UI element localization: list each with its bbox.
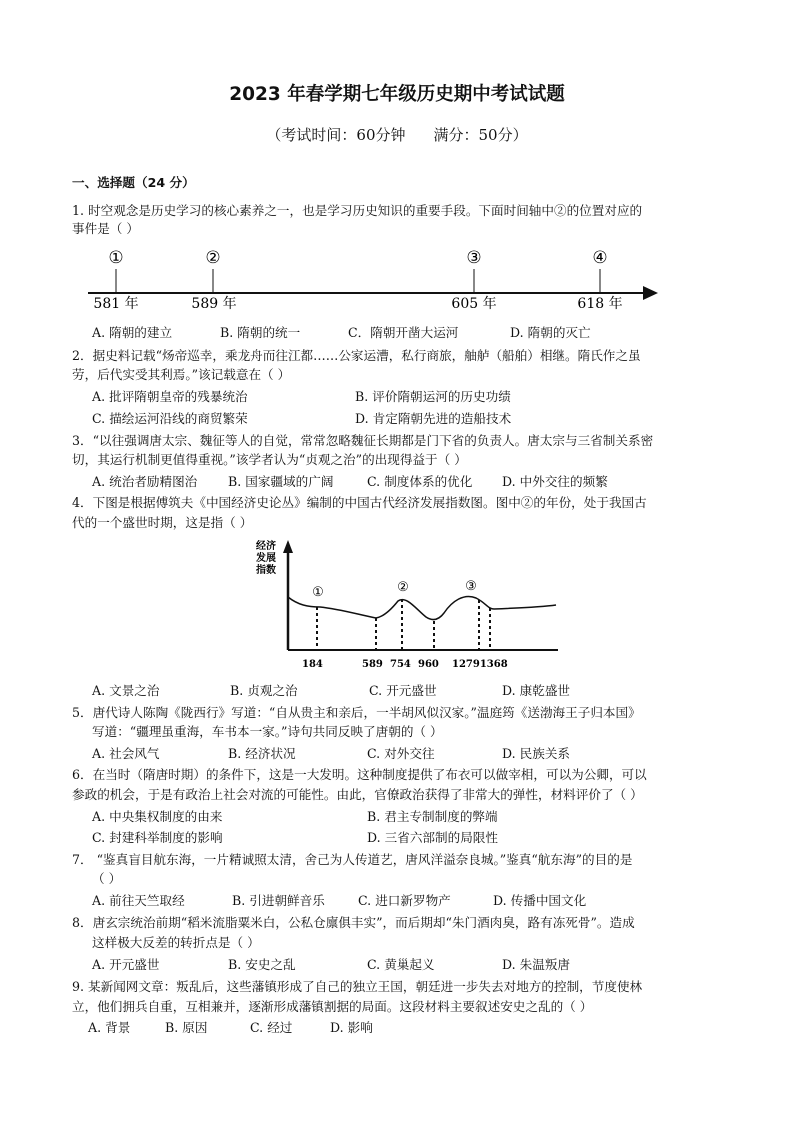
option-b[interactable]: B. 经济状况 (228, 746, 296, 761)
chart-tick-1279-1368: 12791368 (452, 659, 508, 670)
question-1-line-2: 事件是（ ） (72, 221, 139, 236)
option-c[interactable]: C. 对外交往 (367, 746, 435, 761)
chart-annotation-3: ③ (465, 579, 477, 594)
option-a[interactable]: A. 统治者励精图治 (92, 474, 198, 489)
question-5-line-1: 5．唐代诗人陈陶《陇西行》写道：“自从贵主和亲后，一半胡风似汉家。”温庭筠《送渤海王子归本国》 (72, 705, 641, 720)
option-a[interactable]: A. 背景 (88, 1020, 131, 1035)
chart-annotation-1: ① (312, 585, 324, 600)
option-c[interactable]: C. 封建科举制度的影响 (92, 830, 223, 845)
option-d[interactable]: D. 隋朝的灭亡 (510, 325, 591, 340)
question-2-line-1: 2．据史料记载“炀帝巡幸，乘龙舟而往江都……公家运漕，私行商旅，舳舻（船舶）相继。隋氏作之虽 (72, 348, 641, 363)
section-heading: 一、选择题（24 分） (72, 175, 195, 190)
option-b[interactable]: B. 国家疆域的广阔 (228, 474, 334, 489)
timeline-marker-2 (191, 248, 236, 312)
chart-tick-960: 960 (418, 659, 439, 670)
option-b[interactable]: B. 原因 (165, 1020, 208, 1035)
question-9-line-1: 9. 某新闻网文章：叛乱后，这些藩镇形成了自己的独立王国，朝廷进一步失去对地方的控制，节度使林 (72, 979, 643, 994)
option-a[interactable]: A. 中央集权制度的由来 (92, 809, 223, 824)
option-b[interactable]: B. 君主专制制度的弊端 (367, 809, 498, 824)
option-d[interactable]: D. 中外交往的频繁 (502, 474, 608, 489)
option-b[interactable]: B. 引进朝鲜音乐 (232, 893, 325, 908)
question-3-line-2: 切，其运行机制更值得重视。”该学者认为“贞观之治”的出现得益于（ ） (72, 452, 467, 467)
chart-series-line (288, 596, 556, 619)
economic-index-chart (250, 537, 570, 677)
exam-title: 2023 年春学期七年级历史期中考试试题 (229, 84, 565, 105)
question-1-line-1: 1. 时空观念是历史学习的核心素养之一，也是学习历史知识的重要手段。下面时间轴中②的位置对应的 (72, 203, 643, 218)
option-d[interactable]: D. 肯定隋朝先进的造船技术 (355, 411, 512, 426)
option-a[interactable]: A. 批评隋朝皇帝的残暴统治 (92, 389, 248, 404)
option-c[interactable]: C. 描绘运河沿线的商贸繁荣 (92, 411, 248, 426)
question-2-line-2: 劳，后代实受其利焉。”该记载意在（ ） (72, 367, 291, 382)
question-8-line-2: 这样极大反差的转折点是（ ） (92, 935, 260, 950)
timeline-marker-1 (93, 248, 138, 312)
question-7-line-2: （ ） (92, 871, 122, 886)
option-d[interactable]: D. 康乾盛世 (502, 683, 571, 698)
option-d[interactable]: D. 影响 (330, 1020, 373, 1035)
option-c[interactable]: C. 制度体系的优化 (367, 474, 473, 489)
option-d[interactable]: D. 民族关系 (502, 746, 571, 761)
option-b[interactable]: B. 隋朝的统一 (220, 325, 301, 340)
option-c[interactable]: C. 开元盛世 (369, 683, 437, 698)
question-5-line-2: 写道：“疆理虽重海，车书本一家。”诗句共同反映了唐朝的（ ） (92, 724, 443, 739)
exam-score: 满分：50分） (433, 126, 528, 144)
timeline-year-label: 589 年 (191, 296, 237, 312)
option-c[interactable]: C. 经过 (250, 1020, 293, 1035)
question-8-line-1: 8．唐玄宗统治前期“稻米流脂粟米白，公私仓廪俱丰实”，而后期却“朱门酒肉臭，路有冻死骨”。造成 (72, 915, 635, 930)
chart-ylabel: 经济 发展 指数 (256, 541, 276, 576)
option-d[interactable]: D. 三省六部制的局限性 (367, 830, 498, 845)
chart-annotation-2: ② (397, 580, 409, 595)
timeline-year-label: 605 年 (451, 296, 497, 312)
chart-tick-754: 754 (390, 659, 411, 670)
question-9-line-2: 立，他们拥兵自重，互相兼并，逐渐形成藩镇割据的局面。这段材料主要叙述安史之乱的（ ） (72, 999, 593, 1014)
timeline-marker-label: ① (108, 248, 124, 268)
exam-info (0, 124, 794, 145)
option-d[interactable]: D. 传播中国文化 (493, 893, 587, 908)
option-b[interactable]: B. 评价隋朝运河的历史功绩 (355, 389, 511, 404)
timeline-year-label: 618 年 (577, 296, 623, 312)
option-b[interactable]: B. 贞观之治 (230, 683, 298, 698)
question-4-line-2: 代的一个盛世时期，这是指（ ） (72, 515, 253, 530)
question-3-line-1: 3．“以往强调唐太宗、魏征等人的自觉，常常忽略魏征长期都是门下省的负责人。唐太宗与三省制关系密 (72, 433, 654, 448)
option-c[interactable]: C. 黄巢起义 (367, 957, 435, 972)
option-c[interactable]: C．隋朝开凿大运河 (348, 325, 459, 340)
chart-tick-184: 184 (302, 659, 323, 670)
option-b[interactable]: B. 安史之乱 (228, 957, 296, 972)
question-6-line-1: 6．在当时（隋唐时期）的条件下，这是一大发明。这种制度提供了布衣可以做宰相，可以为公卿，可以 (72, 767, 647, 782)
timeline-marker-label: ③ (466, 248, 482, 268)
timeline-marker-4 (577, 248, 622, 312)
question-6-line-2: 参政的机会，于是有政治上社会对流的可能性。由此，官僚政治获得了非常大的弹性，材料评价了（ ） (72, 787, 643, 802)
option-a[interactable]: A. 社会风气 (92, 746, 160, 761)
exam-time: （考试时间：60分钟 (266, 126, 406, 144)
question-4-line-1: 4．下图是根据傅筑夫《中国经济史论丛》编制的中国古代经济发展指数图。图中②的年份，处于我国古 (72, 495, 647, 510)
option-d[interactable]: D. 朱温叛唐 (502, 957, 571, 972)
option-a[interactable]: A. 文景之治 (92, 683, 160, 698)
option-a[interactable]: A. 隋朝的建立 (92, 325, 173, 340)
option-a[interactable]: A. 开元盛世 (92, 957, 160, 972)
timeline-marker-3 (451, 248, 496, 312)
option-a[interactable]: A. 前往天竺取经 (92, 893, 185, 908)
timeline (80, 244, 670, 314)
timeline-marker-label: ② (205, 248, 221, 268)
chart-tick-589: 589 (362, 659, 383, 670)
timeline-marker-label: ④ (592, 248, 608, 268)
option-c[interactable]: C. 进口新罗物产 (358, 893, 451, 908)
chart-y-axis-arrow (283, 540, 293, 553)
timeline-year-label: 581 年 (93, 296, 139, 312)
question-7-line-1: 7． “鉴真盲目航东海，一片精诚照太清，舍己为人传道艺，唐风洋溢奈良城。”鉴真“航东海”的目的是 (72, 852, 633, 867)
